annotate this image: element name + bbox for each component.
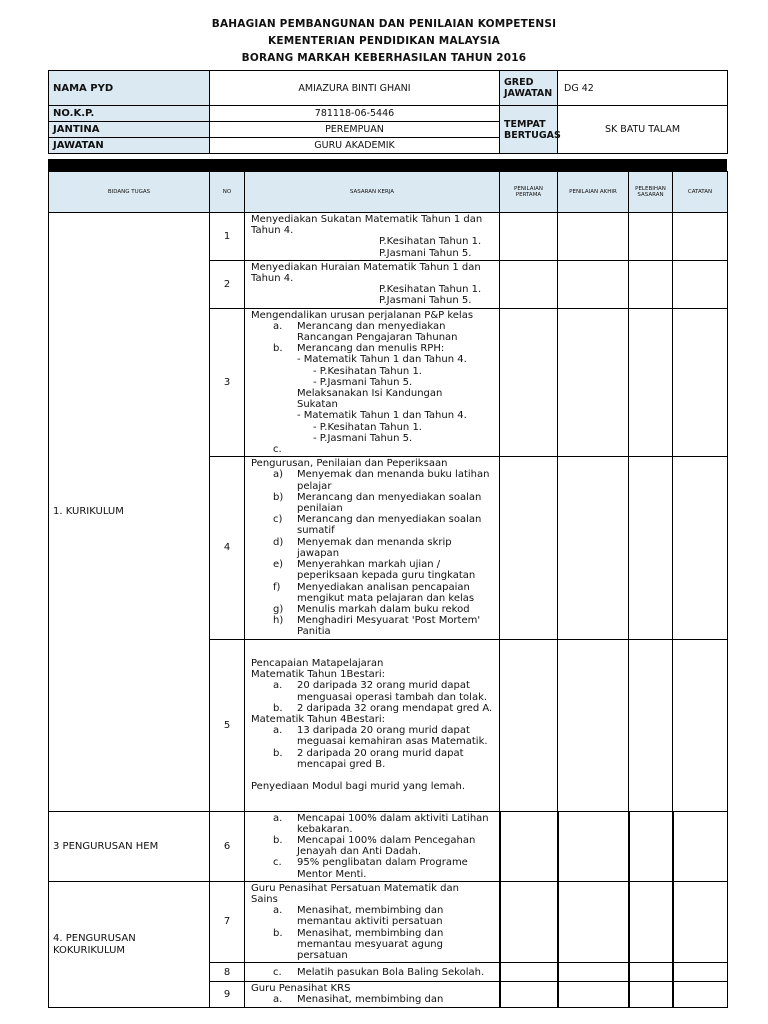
task-line: 2 daripada 20 orang murid dapat mencapai gred B. bbox=[297, 747, 464, 770]
note-cell[interactable] bbox=[673, 213, 728, 261]
task-line: 20 daripada 32 orang murid dapat menguasai operasi tambah dan tolak. bbox=[297, 680, 488, 703]
divider-bar bbox=[48, 159, 727, 171]
gred-label: GRED JAWATAN bbox=[500, 71, 558, 106]
task-line: 13 daripada 20 orang murid dapat meguasai kemahiran asas Matematik. bbox=[297, 725, 488, 748]
note-cell[interactable] bbox=[673, 811, 728, 881]
list-marker: g) bbox=[273, 603, 284, 615]
table-row bbox=[49, 213, 728, 261]
task-line: Melatih pasukan Bola Baling Sekolah. bbox=[297, 966, 485, 978]
nama-value: AMIAZURA BINTI GHANI bbox=[210, 71, 500, 106]
list-marker: a. bbox=[273, 320, 283, 332]
score-cell[interactable] bbox=[629, 811, 673, 881]
row-no: 7 bbox=[210, 881, 245, 962]
score-cell[interactable] bbox=[500, 457, 558, 639]
task-line: Mengendalikan urusan perjalanan P&P kelas bbox=[251, 309, 474, 321]
task-line: Menghadiri Mesyuarat 'Post Mortem' Panitia bbox=[297, 615, 481, 638]
task-line: Menasihat, membimbing dan memantau mesyuarat agung persatuan bbox=[297, 927, 444, 961]
note-cell[interactable] bbox=[673, 982, 728, 1007]
header-line-3: BORANG MARKAH KEBERHASILAN TAHUN 2016 bbox=[241, 52, 527, 64]
list-marker: e) bbox=[273, 559, 284, 571]
score-cell[interactable] bbox=[558, 811, 629, 881]
task-line: Matematik Tahun 1Bestari: bbox=[251, 669, 386, 681]
list-marker: b. bbox=[273, 702, 283, 714]
bidang-kokurikulum: 4. PENGURUSAN KOKURIKULUM bbox=[49, 881, 210, 1007]
bidang-kurikulum: 1. KURIKULUM bbox=[49, 213, 210, 812]
col-bidang-tugas: BIDANG TUGAS bbox=[49, 172, 210, 213]
list-marker: c. bbox=[273, 857, 282, 869]
header-line-2: KEMENTERIAN PENDIDIKAN MALAYSIA bbox=[267, 35, 500, 47]
task-line: Merancang dan menyediakan soalan penilaian bbox=[297, 491, 482, 515]
task-line: 2 daripada 32 orang mendapat gred A. bbox=[297, 702, 493, 714]
task-line: Mencapai 100% dalam Pencegahan Jenayah dan Anti Dadah. bbox=[297, 834, 476, 858]
col-catatan: CATATAN bbox=[673, 172, 728, 213]
table-row bbox=[49, 881, 728, 962]
note-cell[interactable] bbox=[673, 881, 728, 962]
list-marker: d) bbox=[273, 536, 284, 548]
jawatan-value: GURU AKADEMIK bbox=[210, 138, 500, 154]
row-no: 9 bbox=[210, 982, 245, 1007]
score-cell[interactable] bbox=[558, 260, 629, 308]
list-marker: b. bbox=[273, 927, 283, 939]
score-cell[interactable] bbox=[558, 982, 629, 1007]
score-cell[interactable] bbox=[500, 308, 558, 457]
col-pelebihan-sasaran: PELEBIHAN SASARAN bbox=[629, 172, 673, 213]
score-cell[interactable] bbox=[500, 639, 558, 811]
task-line: - P.Kesihatan Tahun 1. bbox=[313, 421, 422, 433]
nokp-value: 781118-06-5446 bbox=[210, 106, 500, 122]
score-cell[interactable] bbox=[629, 308, 673, 457]
row-no: 1 bbox=[210, 213, 245, 261]
score-cell[interactable] bbox=[629, 457, 673, 639]
jawatan-label: JAWATAN bbox=[49, 138, 210, 154]
score-cell[interactable] bbox=[500, 260, 558, 308]
bidang-hem: 3 PENGURUSAN HEM bbox=[49, 811, 210, 881]
list-marker: a. bbox=[273, 812, 283, 824]
task-line: - Matematik Tahun 1 dan Tahun 4. bbox=[297, 410, 467, 422]
task-line: Melaksanakan Isi Kandungan Sukatan bbox=[297, 388, 443, 411]
list-marker: c. bbox=[273, 966, 282, 978]
task-cell bbox=[245, 639, 500, 811]
task-cell bbox=[245, 811, 500, 881]
task-cell bbox=[245, 308, 500, 457]
nama-label: NAMA PYD bbox=[49, 71, 210, 106]
tempat-label: TEMPAT BERTUGAS bbox=[500, 106, 558, 154]
list-marker: a. bbox=[273, 994, 283, 1006]
row-no: 4 bbox=[210, 457, 245, 639]
list-marker: a. bbox=[273, 905, 283, 917]
task-cell bbox=[245, 881, 500, 962]
task-line: P.Kesihatan Tahun 1. bbox=[379, 284, 482, 296]
task-line: Merancang dan menyediakan Rancangan Pengajaran Tahunan bbox=[297, 320, 458, 344]
task-cell bbox=[245, 457, 500, 639]
list-marker: c) bbox=[273, 514, 283, 526]
task-line: Tahun 4. bbox=[251, 225, 294, 237]
score-cell[interactable] bbox=[500, 982, 558, 1007]
document-header bbox=[0, 16, 768, 67]
list-marker: a. bbox=[273, 680, 283, 692]
task-line: P.Jasmani Tahun 5. bbox=[379, 295, 472, 307]
task-cell bbox=[245, 213, 500, 261]
task-line: - P.Kesihatan Tahun 1. bbox=[313, 365, 422, 377]
row-no: 6 bbox=[210, 811, 245, 881]
task-line: Tahun 4. bbox=[251, 273, 294, 285]
task-line: - P.Jasmani Tahun 5. bbox=[313, 432, 413, 444]
note-cell[interactable] bbox=[673, 963, 728, 982]
task-cell bbox=[245, 982, 500, 1007]
score-cell[interactable] bbox=[500, 881, 558, 962]
score-cell[interactable] bbox=[558, 213, 629, 261]
task-line: Pencapaian Matapelajaran bbox=[251, 657, 384, 669]
task-line: 95% penglibatan dalam Programe Mentor Menti. bbox=[297, 857, 468, 880]
score-cell[interactable] bbox=[629, 260, 673, 308]
task-cell bbox=[245, 260, 500, 308]
note-cell[interactable] bbox=[673, 260, 728, 308]
row-no: 8 bbox=[210, 963, 245, 982]
score-cell[interactable] bbox=[558, 308, 629, 457]
score-cell[interactable] bbox=[558, 881, 629, 962]
col-penilaian-akhir: PENILAIAN AKHIR bbox=[558, 172, 629, 213]
task-line: Pengurusan, Penilaian dan Peperiksaan bbox=[251, 458, 448, 470]
task-line: P.Jasmani Tahun 5. bbox=[379, 247, 472, 259]
task-line: P.Kesihatan Tahun 1. bbox=[379, 236, 482, 248]
score-cell[interactable] bbox=[558, 457, 629, 639]
score-cell[interactable] bbox=[558, 963, 629, 982]
score-cell[interactable] bbox=[500, 811, 558, 881]
jantina-label: JANTINA bbox=[49, 122, 210, 138]
task-line: Menyerahkan markah ujian / peperiksaan kepada guru tingkatan bbox=[297, 559, 476, 582]
header-line-1: BAHAGIAN PEMBANGUNAN DAN PENILAIAN KOMPETENSI bbox=[211, 18, 557, 30]
tempat-value: SK BATU TALAM bbox=[558, 106, 728, 154]
col-no: NO bbox=[210, 172, 245, 213]
score-cell[interactable] bbox=[500, 963, 558, 982]
task-line: Menulis markah dalam buku rekod bbox=[297, 603, 470, 615]
task-line: Menyemak dan menanda skrip jawapan bbox=[297, 536, 452, 559]
row-no: 3 bbox=[210, 308, 245, 457]
gred-value: DG 42 bbox=[558, 71, 728, 106]
task-line: Menyediakan Sukatan Matematik Tahun 1 dan bbox=[251, 214, 483, 225]
task-line: - Matematik Tahun 1 dan Tahun 4. bbox=[297, 354, 467, 366]
task-line: Merancang dan menulis RPH: bbox=[297, 343, 445, 355]
score-cell[interactable] bbox=[500, 213, 558, 261]
list-marker: h) bbox=[273, 615, 284, 627]
table-row bbox=[49, 811, 728, 881]
note-cell[interactable] bbox=[673, 639, 728, 811]
task-line: Menasihat, membimbing dan memantau aktiviti persatuan bbox=[297, 905, 444, 928]
task-line: Menasihat, membimbing dan bbox=[297, 994, 444, 1006]
task-line: Penyediaan Modul bagi murid yang lemah. bbox=[251, 780, 466, 792]
task-line: Menyediakan Huraian Matematik Tahun 1 dan bbox=[251, 261, 481, 273]
task-line: Matematik Tahun 4Bestari: bbox=[251, 713, 386, 725]
score-cell[interactable] bbox=[629, 213, 673, 261]
task-cell bbox=[245, 963, 500, 982]
list-marker: c. bbox=[273, 444, 282, 456]
list-marker: b) bbox=[273, 491, 284, 503]
task-line: Merancang dan menyediakan soalan sumatif bbox=[297, 514, 482, 537]
list-marker: b. bbox=[273, 834, 283, 846]
score-cell[interactable] bbox=[558, 639, 629, 811]
note-cell[interactable] bbox=[673, 457, 728, 639]
info-table bbox=[48, 70, 728, 154]
target-table bbox=[48, 171, 728, 1008]
list-marker: a. bbox=[273, 725, 283, 737]
score-cell[interactable] bbox=[629, 963, 673, 982]
score-cell[interactable] bbox=[629, 881, 673, 962]
note-cell[interactable] bbox=[673, 308, 728, 457]
col-penilaian-pertama: PENILAIAN PERTAMA bbox=[500, 172, 558, 213]
list-marker: a) bbox=[273, 469, 284, 481]
jantina-value: PEREMPUAN bbox=[210, 122, 500, 138]
score-cell[interactable] bbox=[629, 982, 673, 1007]
task-line: Menyediakan analisan pencapaian mengikut mata pelajaran dan kelas bbox=[297, 581, 475, 604]
row-no: 2 bbox=[210, 260, 245, 308]
list-marker: b. bbox=[273, 343, 283, 355]
list-marker: b. bbox=[273, 747, 283, 759]
task-line: Guru Penasihat Persatuan Matematik dan Sains bbox=[251, 882, 459, 905]
task-line: Guru Penasihat KRS bbox=[251, 983, 351, 995]
task-line: - P.Jasmani Tahun 5. bbox=[313, 376, 413, 388]
col-sasaran-kerja: SASARAN KERJA bbox=[245, 172, 500, 213]
score-cell[interactable] bbox=[629, 639, 673, 811]
task-line: Mencapai 100% dalam aktiviti Latihan kebakaran. bbox=[297, 812, 489, 835]
nokp-label: NO.K.P. bbox=[49, 106, 210, 122]
list-marker: f) bbox=[273, 581, 281, 593]
row-no: 5 bbox=[210, 639, 245, 811]
task-line: Menyemak dan menanda buku latihan pelajar bbox=[297, 469, 490, 492]
